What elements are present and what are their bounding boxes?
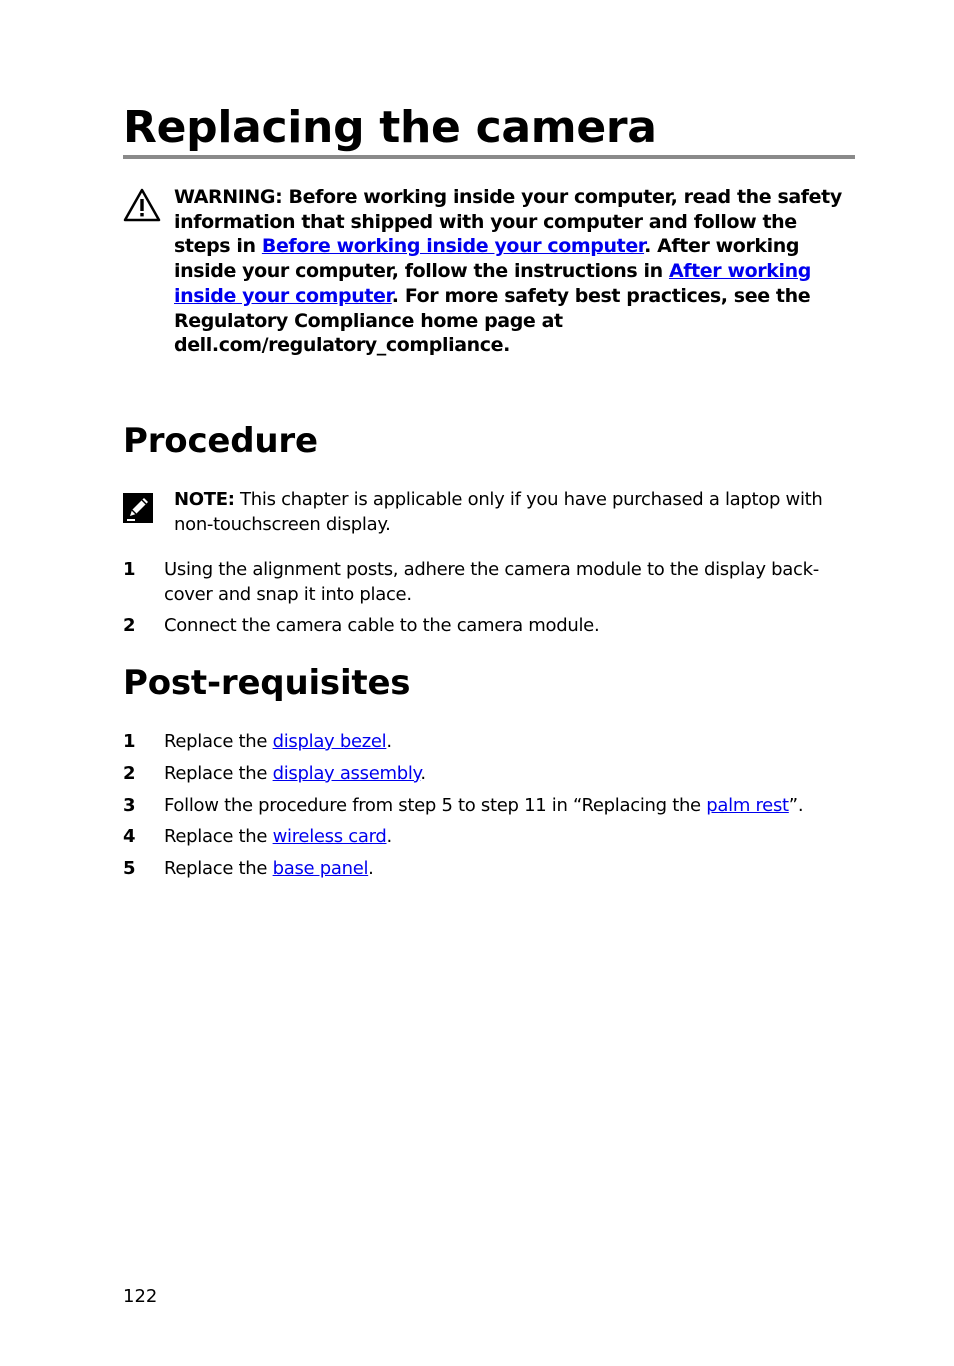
note-pencil-icon bbox=[123, 493, 153, 523]
palm-rest-link[interactable]: palm rest bbox=[706, 794, 789, 816]
procedure-steps bbox=[123, 557, 855, 644]
display-assembly-link[interactable]: display assembly bbox=[272, 762, 421, 784]
post-step bbox=[123, 729, 855, 754]
step-number: 4 bbox=[123, 826, 136, 848]
warning-middle: . After working inside your computer, follow the instructions in bbox=[174, 235, 800, 283]
post-requisites-steps bbox=[123, 729, 855, 888]
wireless-card-link[interactable]: wireless card bbox=[272, 826, 387, 848]
display-bezel-link[interactable]: display bezel bbox=[272, 731, 387, 752]
after-working-link[interactable]: After working inside your computer bbox=[174, 260, 811, 307]
base-panel-link[interactable]: base panel bbox=[272, 858, 369, 880]
step-number: 2 bbox=[123, 762, 136, 784]
warning-suffix: . For more safety best practices, see the Regulatory Compliance home page at dell.com/regulatory_compliance. bbox=[174, 284, 811, 357]
before-working-link[interactable]: Before working inside your computer bbox=[261, 235, 645, 258]
post-step bbox=[123, 761, 855, 786]
post-step bbox=[123, 824, 855, 849]
title-rule bbox=[123, 155, 855, 159]
step-text-pre: Replace the bbox=[164, 858, 273, 880]
step-number: 2 bbox=[123, 615, 136, 636]
page-title: Replacing the camera bbox=[123, 102, 657, 153]
step-number: 5 bbox=[123, 858, 136, 880]
post-step bbox=[123, 856, 855, 881]
post-step bbox=[123, 793, 855, 818]
note-body: This chapter is applicable only if you have purchased a laptop with non-touchscreen display. bbox=[174, 489, 823, 535]
warning-prefix: WARNING: Before working inside your computer, read the safety information that shipped with your computer and follow the steps in bbox=[174, 186, 842, 258]
procedure-step bbox=[123, 613, 855, 638]
step-text-pre: Replace the bbox=[164, 826, 273, 848]
warning-triangle-icon bbox=[123, 188, 161, 222]
warning-text bbox=[174, 185, 856, 358]
step-number: 3 bbox=[123, 794, 136, 816]
step-number: 1 bbox=[123, 559, 136, 580]
step-text-post: ”. bbox=[788, 794, 804, 816]
step-text: Connect the camera cable to the camera module. bbox=[164, 615, 600, 636]
step-number: 1 bbox=[123, 731, 136, 752]
note-text bbox=[174, 487, 856, 537]
step-text: Using the alignment posts, adhere the camera module to the display back-cover and snap it into place. bbox=[164, 559, 819, 605]
step-text-pre: Follow the procedure from step 5 to step 11 in “Replacing the bbox=[164, 794, 707, 816]
step-text-post: . bbox=[368, 858, 374, 880]
note-label: NOTE: bbox=[174, 489, 235, 510]
step-text-post: . bbox=[386, 731, 392, 752]
procedure-step bbox=[123, 557, 855, 607]
step-text-pre: Replace the bbox=[164, 731, 273, 752]
procedure-heading: Procedure bbox=[123, 421, 318, 461]
page-number: 122 bbox=[123, 1286, 158, 1307]
step-text-post: . bbox=[420, 762, 426, 784]
step-text-post: . bbox=[386, 826, 392, 848]
step-text-pre: Replace the bbox=[164, 762, 273, 784]
post-requisites-heading: Post-requisites bbox=[123, 663, 411, 703]
